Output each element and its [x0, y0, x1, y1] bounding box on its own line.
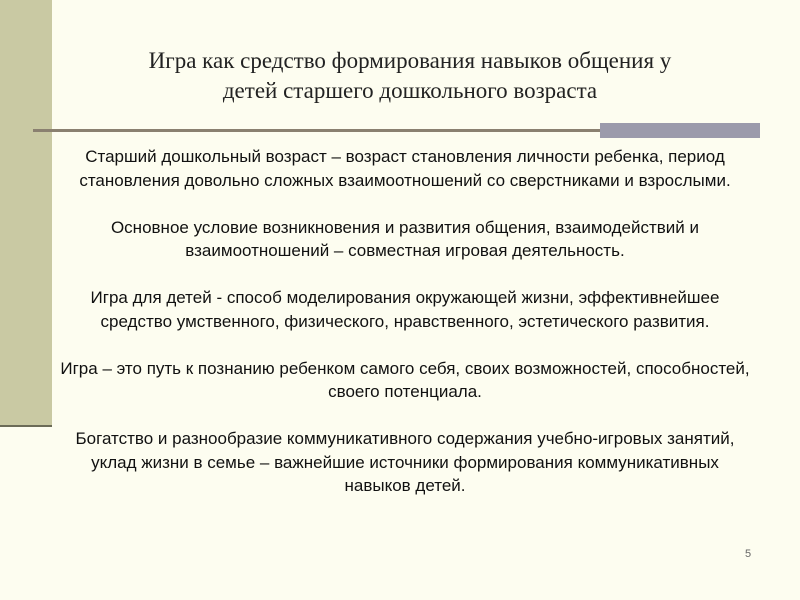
paragraph-communicative-content: Богатство и разнообразие коммуникативного содержания учебно-игровых занятий, уклад жизни в семье – важнейшие источники формирования коммуникативных навыков детей.	[75, 429, 735, 495]
slide-title	[70, 46, 750, 106]
paragraph-main-condition: Основное условие возникновения и развития общения, взаимодействий и взаимоотношений – совместная игровая деятельность.	[110, 217, 700, 260]
paragraph-age-definition: Старший дошкольный возраст – возраст становления личности ребенка, период становления довольно сложных взаимоотношений со сверстниками и взрослыми.	[79, 147, 731, 190]
page-number: 5	[745, 548, 752, 560]
paragraph-self-knowledge: Игра – это путь к познанию ребенком самого себя, своих возможностей, способностей, своего потенциала.	[60, 358, 750, 401]
left-decor-bar	[0, 0, 52, 425]
slide-body	[60, 145, 750, 498]
title-accent-block	[600, 123, 760, 138]
slide-title-line-1: Игра как средство формирования навыков общения у	[148, 48, 672, 73]
slide-title-line-2: детей старшего дошкольного возраста	[222, 78, 598, 103]
left-decor-line	[0, 425, 52, 427]
paragraph-game-modeling: Игра для детей - способ моделирования окружающей жизни, эффективнейшее средство умственного, физического, нравственного, эстетического развития.	[90, 288, 720, 331]
